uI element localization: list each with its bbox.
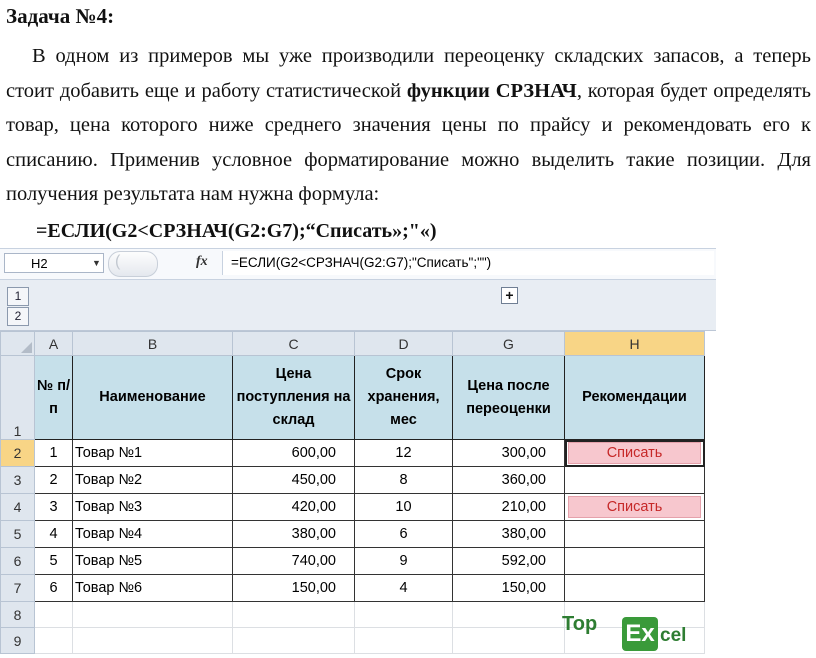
task-title: Задача №4: <box>6 4 115 28</box>
task-paragraph <box>6 39 811 212</box>
column-header-h[interactable]: H <box>565 332 705 356</box>
formula-bar-expand-control[interactable] <box>108 251 158 277</box>
cell-recommendation[interactable] <box>565 548 705 575</box>
header-cell-price[interactable]: Цена поступления на склад <box>233 356 355 440</box>
empty-cell[interactable] <box>73 602 233 628</box>
cell-new-price[interactable]: 150,00 <box>453 575 565 602</box>
header-cell-term[interactable]: Срок хранения, мес <box>355 356 453 440</box>
cell-number[interactable]: 1 <box>35 440 73 467</box>
cell-number[interactable]: 2 <box>35 467 73 494</box>
empty-cell[interactable] <box>453 628 565 654</box>
cell-name[interactable]: Товар №4 <box>73 521 233 548</box>
cell-new-price[interactable]: 592,00 <box>453 548 565 575</box>
fx-icon[interactable]: fx <box>196 254 208 269</box>
cell-term[interactable]: 10 <box>355 494 453 521</box>
cell-new-price[interactable]: 360,00 <box>453 467 565 494</box>
recommendation-empty <box>568 523 701 545</box>
column-header-d[interactable]: D <box>355 332 453 356</box>
expand-columns-button[interactable]: + <box>501 287 518 304</box>
cell-name[interactable]: Товар №5 <box>73 548 233 575</box>
row-header-3[interactable]: 3 <box>1 467 35 494</box>
outline-level-2-button[interactable]: 2 <box>7 307 29 326</box>
row-header-5[interactable]: 5 <box>1 521 35 548</box>
task-bold-function: функции СРЗНАЧ <box>406 79 577 102</box>
column-header-a[interactable]: A <box>35 332 73 356</box>
empty-cell[interactable] <box>233 602 355 628</box>
cell-price[interactable]: 420,00 <box>233 494 355 521</box>
cell-price[interactable]: 740,00 <box>233 548 355 575</box>
cell-price[interactable]: 450,00 <box>233 467 355 494</box>
row-header-8[interactable]: 8 <box>1 602 35 628</box>
cell-term[interactable]: 9 <box>355 548 453 575</box>
empty-cell[interactable] <box>453 602 565 628</box>
formula-bar <box>0 248 716 280</box>
cell-name[interactable]: Товар №2 <box>73 467 233 494</box>
outline-level-1-button[interactable]: 1 <box>7 287 29 306</box>
cell-new-price[interactable]: 300,00 <box>453 440 565 467</box>
task-formula: =ЕСЛИ(G2<СРЗНАЧ(G2:G7);“Списать»;"«) <box>36 220 437 242</box>
cell-term[interactable]: 6 <box>355 521 453 548</box>
task-text-part-1: В одном из примеров мы уже производили переоценку складских запасов, а теперь стоит добавить еще и работу статистической <box>6 45 811 102</box>
cell-price[interactable]: 380,00 <box>233 521 355 548</box>
task-text-part-2: , которая будет определять товар, цена которого ниже среднего значения цены по прайсу и рекомендовать его к списанию. Применив условное форматирование можно выделить такие позиции. Для получения результата нам нужна формула: <box>6 79 811 205</box>
cell-recommendation[interactable] <box>565 575 705 602</box>
cell-price[interactable]: 600,00 <box>233 440 355 467</box>
recommendation-empty <box>568 469 701 491</box>
cell-number[interactable]: 6 <box>35 575 73 602</box>
cell-recommendation-active[interactable] <box>565 440 705 467</box>
empty-cell[interactable] <box>35 602 73 628</box>
name-box[interactable]: H2 <box>4 253 104 273</box>
cell-name[interactable]: Товар №1 <box>73 440 233 467</box>
row-header-4[interactable]: 4 <box>1 494 35 521</box>
recommendation-writeoff-label: Списать <box>568 442 701 464</box>
cell-term[interactable]: 8 <box>355 467 453 494</box>
logo-text-cel: cel <box>660 625 687 646</box>
cell-term[interactable]: 4 <box>355 575 453 602</box>
row-header-7[interactable]: 7 <box>1 575 35 602</box>
cell-price[interactable]: 150,00 <box>233 575 355 602</box>
row-header-6[interactable]: 6 <box>1 548 35 575</box>
header-cell-recommendations[interactable]: Рекомендации <box>565 356 705 440</box>
outline-area <box>0 280 716 331</box>
empty-cell[interactable] <box>35 628 73 654</box>
logo-text-top: Top <box>562 613 598 635</box>
cell-number[interactable]: 3 <box>35 494 73 521</box>
chevron-down-icon[interactable]: ▼ <box>92 258 101 268</box>
cell-recommendation[interactable] <box>565 467 705 494</box>
logo-text-ex: Ex <box>622 617 658 651</box>
select-all-corner[interactable] <box>1 332 35 356</box>
recommendation-empty <box>568 577 701 599</box>
empty-cell[interactable] <box>233 628 355 654</box>
column-header-g[interactable]: G <box>453 332 565 356</box>
row-header-2[interactable]: 2 <box>1 440 35 467</box>
recommendation-writeoff-label: Списать <box>568 496 701 518</box>
header-cell-new-price[interactable]: Цена после переоценки <box>453 356 565 440</box>
row-header-1[interactable]: 1 <box>1 356 35 440</box>
cell-name[interactable]: Товар №3 <box>73 494 233 521</box>
header-cell-number[interactable]: № п/п <box>35 356 73 440</box>
empty-cell[interactable] <box>355 628 453 654</box>
chevron-left-icon: ( <box>115 253 121 270</box>
row-header-9[interactable]: 9 <box>1 628 35 654</box>
formula-input[interactable]: =ЕСЛИ(G2<СРЗНАЧ(G2:G7);"Списать";"") <box>222 251 714 275</box>
cell-new-price[interactable]: 210,00 <box>453 494 565 521</box>
cell-recommendation[interactable] <box>565 494 705 521</box>
recommendation-empty <box>568 550 701 572</box>
cell-number[interactable]: 4 <box>35 521 73 548</box>
cell-name[interactable]: Товар №6 <box>73 575 233 602</box>
cell-recommendation[interactable] <box>565 521 705 548</box>
empty-cell[interactable] <box>73 628 233 654</box>
topexcel-logo <box>562 613 702 653</box>
header-cell-name[interactable]: Наименование <box>73 356 233 440</box>
cell-term[interactable]: 12 <box>355 440 453 467</box>
cell-number[interactable]: 5 <box>35 548 73 575</box>
column-header-c[interactable]: C <box>233 332 355 356</box>
column-header-b[interactable]: B <box>73 332 233 356</box>
empty-cell[interactable] <box>355 602 453 628</box>
spreadsheet-grid <box>0 331 705 654</box>
cell-new-price[interactable]: 380,00 <box>453 521 565 548</box>
